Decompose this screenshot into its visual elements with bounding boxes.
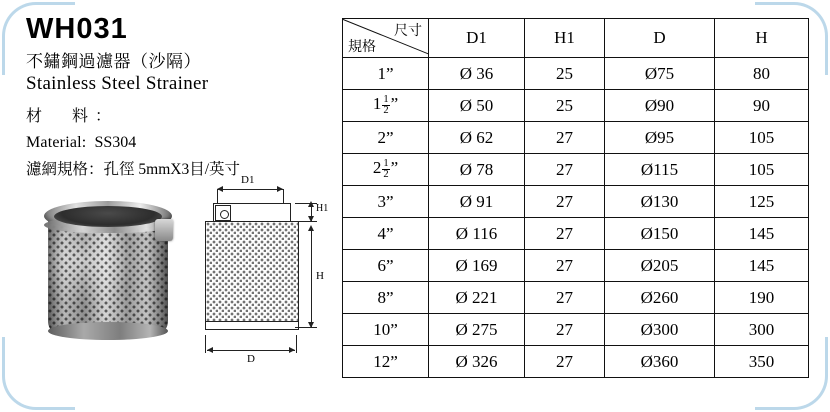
cell-h1: 27 (525, 122, 605, 154)
mesh-value: 孔徑 5mmX3目/英寸 (103, 161, 241, 179)
material-row-chinese (26, 103, 326, 126)
cell-d1: Ø 91 (429, 186, 525, 218)
strainer-clip (155, 219, 173, 241)
h1-label: H1 (316, 203, 329, 214)
corner-label-dimension: 尺寸 (394, 24, 422, 39)
h1-extension-top (295, 203, 317, 204)
cell-h1: 27 (525, 186, 605, 218)
material-label-chinese: 材 料： (26, 108, 119, 126)
cell-h: 125 (715, 186, 809, 218)
d1-dimension-line (217, 189, 283, 190)
cell-size: 2” (343, 122, 429, 154)
column-header-d1: D1 (429, 19, 525, 58)
h-dimension-line (311, 227, 312, 327)
table-row (343, 58, 809, 90)
d-arrow-left (207, 347, 213, 353)
corner-label-spec: 規格 (348, 40, 376, 55)
cell-h1: 25 (525, 58, 605, 90)
cell-size: 8” (343, 282, 429, 314)
cell-d: Ø95 (605, 122, 715, 154)
d-label: D (247, 353, 255, 365)
column-header-d: D (605, 19, 715, 58)
cell-d1: Ø 62 (429, 122, 525, 154)
table-row (343, 314, 809, 346)
cell-h: 300 (715, 314, 809, 346)
table-row (343, 282, 809, 314)
cell-h1: 27 (525, 346, 605, 378)
d-tick-right (296, 335, 297, 353)
specification-table (342, 18, 809, 378)
d1-label: D1 (241, 174, 255, 186)
cell-d: Ø300 (605, 314, 715, 346)
table-corner-header (343, 19, 429, 58)
cell-h: 145 (715, 218, 809, 250)
cell-size: 3” (343, 186, 429, 218)
table-row (343, 250, 809, 282)
cell-h: 350 (715, 346, 809, 378)
cell-d1: Ø 275 (429, 314, 525, 346)
product-title-chinese: 不鏽鋼過濾器（沙隔） (26, 52, 201, 72)
table-row (343, 154, 809, 186)
cell-h: 105 (715, 122, 809, 154)
cell-size: 10” (343, 314, 429, 346)
cell-h: 80 (715, 58, 809, 90)
d-arrow-right (289, 347, 295, 353)
drawing-nut-detail (215, 205, 231, 221)
column-header-h1: H1 (525, 19, 605, 58)
product-title-english: Stainless Steel Strainer (26, 73, 209, 95)
cell-d1: Ø 50 (429, 90, 525, 122)
material-row-english (26, 134, 326, 152)
h-arrow-up (308, 225, 314, 231)
product-info-panel (26, 14, 326, 179)
mesh-label: 濾網規格： (26, 161, 104, 179)
cell-d1: Ø 116 (429, 218, 525, 250)
cell-h1: 27 (525, 218, 605, 250)
cell-d: Ø90 (605, 90, 715, 122)
cell-d1: Ø 221 (429, 282, 525, 314)
cell-size: 2 $\frac{1}{2}$ ” (343, 154, 429, 186)
cell-d: Ø75 (605, 58, 715, 90)
cell-size: 1” (343, 58, 429, 90)
cell-h: 190 (715, 282, 809, 314)
cell-h: 145 (715, 250, 809, 282)
figure-area (20, 165, 330, 380)
cell-h1: 27 (525, 250, 605, 282)
cell-size: 12” (343, 346, 429, 378)
h-extension-bottom (295, 327, 317, 328)
column-header-h: H (715, 19, 809, 58)
cell-size: 1 $\frac{1}{2}$ ” (343, 90, 429, 122)
material-value: SS304 (94, 134, 137, 152)
cell-d: Ø115 (605, 154, 715, 186)
strainer-photo (42, 195, 177, 335)
cell-h: 105 (715, 154, 809, 186)
cell-d1: Ø 169 (429, 250, 525, 282)
technical-drawing (195, 174, 329, 370)
cell-d1: Ø 36 (429, 58, 525, 90)
table-row (343, 122, 809, 154)
d-tick-left (205, 335, 206, 353)
product-code: WH031 (26, 13, 128, 45)
h1-extension-bottom (295, 221, 317, 222)
material-label-english: Material: (26, 134, 87, 152)
table-body (343, 58, 809, 378)
strainer-bottom-edge (48, 322, 168, 340)
cell-h: 90 (715, 90, 809, 122)
cell-d: Ø205 (605, 250, 715, 282)
h1-arrow-up (308, 201, 314, 207)
cell-size: 6” (343, 250, 429, 282)
cell-d: Ø130 (605, 186, 715, 218)
strainer-opening (54, 206, 162, 227)
d-dimension-line (207, 350, 295, 351)
cell-d: Ø150 (605, 218, 715, 250)
specification-table-wrapper (342, 18, 808, 378)
cell-d1: Ø 326 (429, 346, 525, 378)
cell-d: Ø360 (605, 346, 715, 378)
table-row (343, 90, 809, 122)
drawing-perforated-body (205, 221, 299, 323)
cell-h1: 27 (525, 282, 605, 314)
h-label: H (316, 270, 324, 282)
cell-h1: 25 (525, 90, 605, 122)
table-row (343, 218, 809, 250)
drawing-base (205, 321, 299, 330)
cell-d1: Ø 78 (429, 154, 525, 186)
table-row (343, 186, 809, 218)
table-row (343, 346, 809, 378)
cell-size: 4” (343, 218, 429, 250)
cell-h1: 27 (525, 154, 605, 186)
cell-d: Ø260 (605, 282, 715, 314)
table-header-row (343, 19, 809, 58)
cell-h1: 27 (525, 314, 605, 346)
